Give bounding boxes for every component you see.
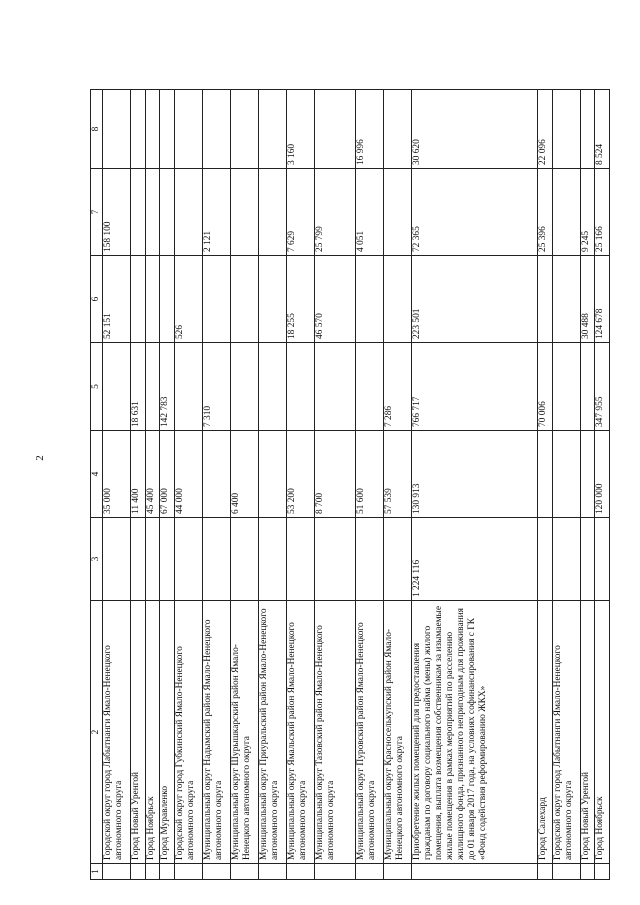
value-cell-c4: 53 200	[286, 431, 314, 518]
row-name-cell: Муниципальный округ Красноселькупский район Ямало-Ненецкого автономного округа	[383, 601, 411, 864]
table-row	[103, 90, 131, 880]
value-cell-c3	[202, 518, 230, 601]
column-header-6: 6	[91, 256, 103, 343]
value-cell-c4: 8 700	[314, 431, 355, 518]
rotated-table-container	[90, 90, 610, 880]
page-number: 2	[33, 455, 46, 461]
row-index-cell	[230, 864, 258, 880]
value-cell-c6: 223 501	[411, 256, 538, 343]
value-cell-c8: 8 524	[595, 90, 610, 169]
value-cell-c6	[230, 256, 258, 343]
value-cell-c6	[258, 256, 286, 343]
column-header-5: 5	[91, 343, 103, 431]
value-cell-c5: 7 310	[202, 343, 230, 431]
value-cell-c6: 30 488	[580, 256, 595, 343]
value-cell-c6	[145, 256, 160, 343]
value-cell-c3	[160, 518, 175, 601]
table-body	[103, 90, 610, 880]
row-name-cell: Муниципальный округ Надымский район Ямало-Ненецкого автономного округа	[202, 601, 230, 864]
value-cell-c3	[314, 518, 355, 601]
header-row	[91, 90, 103, 880]
value-cell-c6: 52 151	[103, 256, 131, 343]
value-cell-c7	[160, 169, 175, 256]
column-header-7: 7	[91, 169, 103, 256]
table-row	[131, 90, 146, 880]
value-cell-c5: 142 783	[160, 343, 175, 431]
table-row	[580, 90, 595, 880]
value-cell-c8	[202, 90, 230, 169]
value-cell-c8	[160, 90, 175, 169]
value-cell-c3	[595, 518, 610, 601]
row-index-cell	[552, 864, 580, 880]
row-index-cell	[145, 864, 160, 880]
value-cell-c5: 70 006	[538, 343, 553, 431]
value-cell-c8	[314, 90, 355, 169]
value-cell-c6: 526	[174, 256, 202, 343]
row-index-cell	[355, 864, 383, 880]
row-name-cell: Муниципальный округ Приуральский район Ямало-Ненецкого автономного округа	[258, 601, 286, 864]
table-row	[202, 90, 230, 880]
row-index-cell	[258, 864, 286, 880]
value-cell-c3	[258, 518, 286, 601]
value-cell-c4: 51 600	[355, 431, 383, 518]
value-cell-c7: 158 100	[103, 169, 131, 256]
row-index-cell	[286, 864, 314, 880]
column-header-4: 4	[91, 431, 103, 518]
value-cell-c4	[258, 431, 286, 518]
value-cell-c6	[538, 256, 553, 343]
value-cell-c3: 1 224 116	[411, 518, 538, 601]
value-cell-c8	[580, 90, 595, 169]
value-cell-c4	[202, 431, 230, 518]
row-name-cell: Муниципальный округ Пуровский район Ямало-Ненецкого автономного округа	[355, 601, 383, 864]
value-cell-c5: 347 955	[595, 343, 610, 431]
value-cell-c7: 2 121	[202, 169, 230, 256]
value-cell-c8	[103, 90, 131, 169]
value-cell-c5	[580, 343, 595, 431]
table-row	[383, 90, 411, 880]
table-row	[230, 90, 258, 880]
value-cell-c3	[230, 518, 258, 601]
value-cell-c5	[286, 343, 314, 431]
value-cell-c7: 4 051	[355, 169, 383, 256]
value-cell-c4: 44 000	[174, 431, 202, 518]
value-cell-c5	[355, 343, 383, 431]
value-cell-c8: 30 620	[411, 90, 538, 169]
row-index-cell	[160, 864, 175, 880]
value-cell-c3	[145, 518, 160, 601]
row-name-cell: Приобретение жилых помещений для предоставления гражданам по договору социального найма (мены) жилого помещения, выплата возмещения собственникам за изымаемые жилые помещения в рамках мероприятий по расселению жилищного фонда, признанного непригодным для проживания до 01 января 2017 года, на условиях софинансирования с ГК «Фонд содействия реформированию ЖКХ»	[411, 601, 538, 864]
row-index-cell	[411, 864, 538, 880]
column-header-1: 1	[91, 864, 103, 880]
value-cell-c4: 35 000	[103, 431, 131, 518]
value-cell-c3	[131, 518, 146, 601]
value-cell-c5	[552, 343, 580, 431]
row-index-cell	[131, 864, 146, 880]
row-name-cell: Город Новый Уренгой	[580, 601, 595, 864]
value-cell-c7	[383, 169, 411, 256]
value-cell-c5	[258, 343, 286, 431]
budget-table	[90, 89, 610, 880]
value-cell-c5	[103, 343, 131, 431]
value-cell-c5	[174, 343, 202, 431]
value-cell-c6: 46 570	[314, 256, 355, 343]
value-cell-c6	[383, 256, 411, 343]
row-index-cell	[383, 864, 411, 880]
row-index-cell	[174, 864, 202, 880]
value-cell-c5: 7 286	[383, 343, 411, 431]
value-cell-c8	[230, 90, 258, 169]
value-cell-c4: 11 400	[131, 431, 146, 518]
value-cell-c7	[145, 169, 160, 256]
table-row	[538, 90, 553, 880]
row-name-cell: Муниципальный округ Шурышкарский район Ямало-Ненецкого автономного округа	[230, 601, 258, 864]
value-cell-c7	[131, 169, 146, 256]
value-cell-c5	[145, 343, 160, 431]
value-cell-c7: 7 629	[286, 169, 314, 256]
value-cell-c7: 9 245	[580, 169, 595, 256]
value-cell-c8: 16 996	[355, 90, 383, 169]
value-cell-c8: 22 096	[538, 90, 553, 169]
value-cell-c6	[131, 256, 146, 343]
row-name-cell: Городской округ город Губкинский Ямало-Ненецкого автономного округа	[174, 601, 202, 864]
row-index-cell	[202, 864, 230, 880]
value-cell-c8	[145, 90, 160, 169]
table-row	[258, 90, 286, 880]
table-row	[286, 90, 314, 880]
value-cell-c8	[131, 90, 146, 169]
value-cell-c8	[383, 90, 411, 169]
value-cell-c3	[174, 518, 202, 601]
value-cell-c8	[258, 90, 286, 169]
value-cell-c4: 120 000	[595, 431, 610, 518]
value-cell-c3	[383, 518, 411, 601]
row-index-cell	[314, 864, 355, 880]
column-header-3: 3	[91, 518, 103, 601]
value-cell-c7	[552, 169, 580, 256]
row-name-cell: Городской округ город Лабытнанги Ямало-Ненецкого автономного округа	[103, 601, 131, 864]
value-cell-c4: 130 913	[411, 431, 538, 518]
value-cell-c7: 25 166	[595, 169, 610, 256]
value-cell-c4: 45 400	[145, 431, 160, 518]
value-cell-c3	[103, 518, 131, 601]
value-cell-c6	[552, 256, 580, 343]
value-cell-c3	[286, 518, 314, 601]
table-row	[174, 90, 202, 880]
table-row	[355, 90, 383, 880]
value-cell-c4: 57 539	[383, 431, 411, 518]
row-index-cell	[538, 864, 553, 880]
table-row	[314, 90, 355, 880]
row-index-cell	[580, 864, 595, 880]
row-name-cell: Город Ноябрьск	[145, 601, 160, 864]
value-cell-c6: 124 678	[595, 256, 610, 343]
value-cell-c5	[314, 343, 355, 431]
value-cell-c4: 67 000	[160, 431, 175, 518]
value-cell-c5: 18 631	[131, 343, 146, 431]
table-row	[411, 90, 538, 880]
value-cell-c5	[230, 343, 258, 431]
value-cell-c7	[230, 169, 258, 256]
value-cell-c8	[174, 90, 202, 169]
column-header-8: 8	[91, 90, 103, 169]
value-cell-c5: 766 717	[411, 343, 538, 431]
value-cell-c3	[355, 518, 383, 601]
value-cell-c8: 3 160	[286, 90, 314, 169]
value-cell-c4	[552, 431, 580, 518]
table-row	[145, 90, 160, 880]
value-cell-c4	[538, 431, 553, 518]
value-cell-c4	[580, 431, 595, 518]
row-index-cell	[103, 864, 131, 880]
value-cell-c6	[202, 256, 230, 343]
table-row	[160, 90, 175, 880]
value-cell-c8	[552, 90, 580, 169]
value-cell-c7: 25 396	[538, 169, 553, 256]
column-header-2: 2	[91, 601, 103, 864]
row-name-cell: Город Новый Уренгой	[131, 601, 146, 864]
value-cell-c7	[174, 169, 202, 256]
value-cell-c6: 18 255	[286, 256, 314, 343]
row-name-cell: Город Салехард	[538, 601, 553, 864]
row-name-cell: Городской округ город Лабытнанги Ямало-Ненецкого автономного округа	[552, 601, 580, 864]
row-name-cell: Город Муравленко	[160, 601, 175, 864]
value-cell-c7: 72 365	[411, 169, 538, 256]
value-cell-c7	[258, 169, 286, 256]
value-cell-c3	[538, 518, 553, 601]
table-row	[552, 90, 580, 880]
row-index-cell	[595, 864, 610, 880]
row-name-cell: Город Ноябрьск	[595, 601, 610, 864]
value-cell-c3	[552, 518, 580, 601]
table-row	[595, 90, 610, 880]
value-cell-c3	[580, 518, 595, 601]
value-cell-c7: 25 799	[314, 169, 355, 256]
row-name-cell: Муниципальный округ Ямальский район Ямало-Ненецкого автономного округа	[286, 601, 314, 864]
value-cell-c6	[160, 256, 175, 343]
value-cell-c4: 6 400	[230, 431, 258, 518]
value-cell-c6	[355, 256, 383, 343]
row-name-cell: Муниципальный округ Тазовский район Ямало-Ненецкого автономного округа	[314, 601, 355, 864]
